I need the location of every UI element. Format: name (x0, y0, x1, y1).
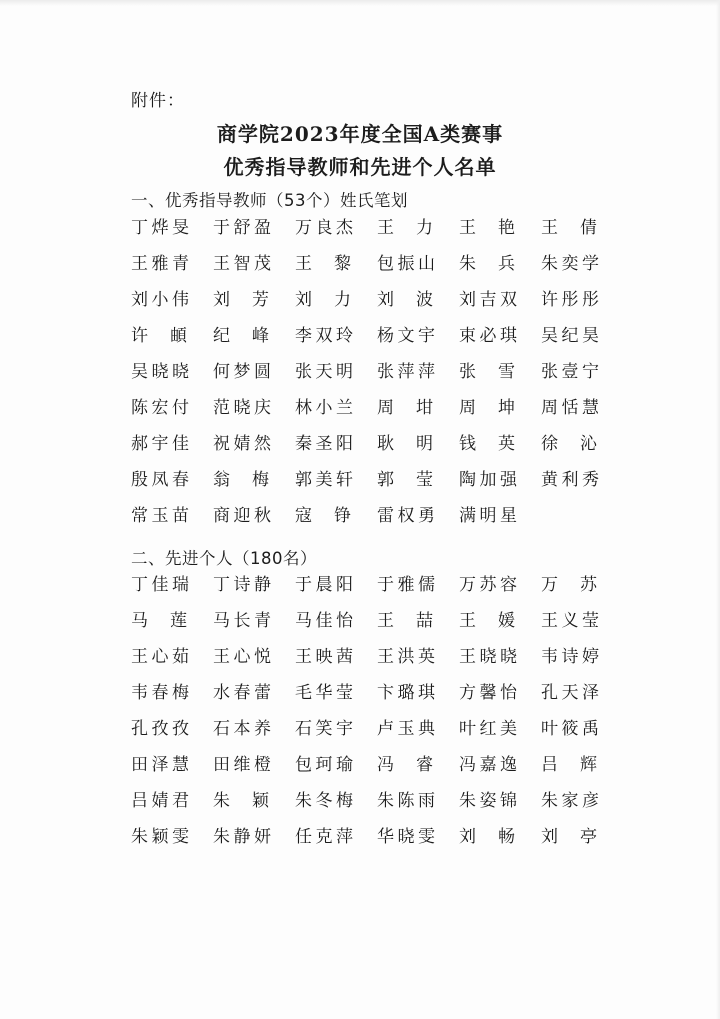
section2-person-name: 吕婧君 (131, 791, 189, 811)
section2-person-name: 万苏容 (459, 575, 517, 595)
section2-person-name: 王洪英 (377, 647, 435, 667)
section1-person-name: 于舒盈 (213, 218, 271, 238)
section1-person-name: 商迎秋 (213, 506, 271, 526)
section1-person-name: 王力 (377, 218, 433, 238)
section2-person-name: 包珂瑜 (295, 755, 353, 775)
section2-person-name: 石本养 (213, 719, 271, 739)
section1-person-name: 范晓庆 (213, 398, 271, 418)
section1-person-name: 刘芳 (213, 290, 269, 310)
section1-person-name: 张萍萍 (377, 362, 435, 382)
section1-person-name: 耿明 (377, 434, 433, 454)
section2-person-name: 朱家彦 (541, 791, 599, 811)
section2-person-name: 田泽慧 (131, 755, 189, 775)
section1-name-grid (131, 215, 611, 539)
section2-person-name: 马长青 (213, 611, 271, 631)
section2-person-name: 孔孜孜 (131, 719, 189, 739)
section2-person-name: 王映茜 (295, 647, 353, 667)
section2-person-name: 方馨怡 (459, 683, 517, 703)
section1-person-name: 周坤 (459, 398, 515, 418)
section2-person-name: 丁佳瑞 (131, 575, 189, 595)
section2-person-name: 石笑宇 (295, 719, 353, 739)
section1-person-name: 许頔 (131, 326, 187, 346)
section2-person-name: 王晓晓 (459, 647, 517, 667)
section1-person-name: 朱兵 (459, 254, 515, 274)
section1-person-name: 王雅青 (131, 254, 189, 274)
section2-person-name: 朱颖雯 (131, 827, 189, 847)
section2-person-name: 卞璐琪 (377, 683, 435, 703)
section1-person-name: 林小兰 (295, 398, 353, 418)
attachment-label: 附件： (131, 91, 185, 111)
section1-person-name: 陈宏付 (131, 398, 189, 418)
section2-person-name: 丁诗静 (213, 575, 271, 595)
section1-person-name: 雷权勇 (377, 506, 435, 526)
section1-person-name: 张壹宁 (541, 362, 599, 382)
section1-person-name: 刘吉双 (459, 290, 517, 310)
section2-person-name: 田维橙 (213, 755, 271, 775)
section1-person-name: 黄利秀 (541, 470, 599, 490)
section2-person-name: 卢玉典 (377, 719, 435, 739)
section2-person-name: 冯嘉逸 (459, 755, 517, 775)
section2-person-name: 王义莹 (541, 611, 599, 631)
section2-person-name: 刘亭 (541, 827, 597, 847)
section1-person-name: 寇铮 (295, 506, 351, 526)
section1-person-name: 许彤彤 (541, 290, 599, 310)
section2-person-name: 朱静妍 (213, 827, 271, 847)
section2-person-name: 马莲 (131, 611, 187, 631)
section1-person-name: 徐沁 (541, 434, 597, 454)
section2-person-name: 叶筱禹 (541, 719, 599, 739)
section2-person-name: 韦诗婷 (541, 647, 599, 667)
section2-person-name: 王心茹 (131, 647, 189, 667)
section1-person-name: 郝宇佳 (131, 434, 189, 454)
section1-person-name: 周恬慧 (541, 398, 599, 418)
section1-person-name: 吴晓晓 (131, 362, 189, 382)
section1-person-name: 翁梅 (213, 470, 269, 490)
section2-person-name: 叶红美 (459, 719, 517, 739)
section2-person-name: 马佳怡 (295, 611, 353, 631)
section2-person-name: 于雅儒 (377, 575, 435, 595)
scan-top-edge (0, 0, 720, 6)
section2-person-name: 刘畅 (459, 827, 515, 847)
section1-person-name: 王智茂 (213, 254, 271, 274)
section1-person-name: 包振山 (377, 254, 435, 274)
section1-person-name: 纪峰 (213, 326, 269, 346)
section2-person-name: 王心悦 (213, 647, 271, 667)
section2-person-name: 冯睿 (377, 755, 433, 775)
section2-person-name: 于晨阳 (295, 575, 353, 595)
document-title-line2: 优秀指导教师和先进个人名单 (223, 155, 497, 179)
section1-person-name: 吴纪昊 (541, 326, 599, 346)
section1-person-name: 周坩 (377, 398, 433, 418)
section1-person-name: 丁烨旻 (131, 218, 189, 238)
section1-person-name: 张天明 (295, 362, 353, 382)
section2-person-name: 朱姿锦 (459, 791, 517, 811)
section2-heading: 二、先进个人（180名） (131, 549, 317, 568)
section2-person-name: 吕辉 (541, 755, 597, 775)
section1-person-name: 祝婧然 (213, 434, 271, 454)
section1-person-name: 杨文宇 (377, 326, 435, 346)
section2-person-name: 王喆 (377, 611, 433, 631)
section1-person-name: 刘力 (295, 290, 351, 310)
section1-person-name: 郭美轩 (295, 470, 353, 490)
section1-person-name: 张雪 (459, 362, 515, 382)
section1-person-name: 满明星 (459, 506, 517, 526)
section1-person-name: 何梦圆 (213, 362, 271, 382)
section1-person-name: 李双玲 (295, 326, 353, 346)
section1-person-name: 束必琪 (459, 326, 517, 346)
section2-person-name: 朱冬梅 (295, 791, 353, 811)
section1-person-name: 刘波 (377, 290, 433, 310)
document-title-line1: 商学院2023年度全国A类赛事 (216, 122, 504, 146)
section2-person-name: 王媛 (459, 611, 515, 631)
section1-person-name: 郭莹 (377, 470, 433, 490)
section2-person-name: 孔天泽 (541, 683, 599, 703)
section1-person-name: 王倩 (541, 218, 597, 238)
section1-person-name: 朱奕学 (541, 254, 599, 274)
section1-person-name: 秦圣阳 (295, 434, 353, 454)
section2-person-name: 毛华莹 (295, 683, 353, 703)
section1-person-name: 王黎 (295, 254, 351, 274)
section1-person-name: 王艳 (459, 218, 515, 238)
section2-person-name: 万苏 (541, 575, 597, 595)
section1-person-name: 陶加强 (459, 470, 517, 490)
section1-person-name: 钱英 (459, 434, 515, 454)
section2-person-name: 水春蕾 (213, 683, 271, 703)
section1-person-name: 殷凤春 (131, 470, 189, 490)
section2-person-name: 任克萍 (295, 827, 353, 847)
section1-person-name: 万良杰 (295, 218, 353, 238)
section2-person-name: 朱颖 (213, 791, 269, 811)
section1-person-name: 常玉苗 (131, 506, 189, 526)
section1-heading: 一、优秀指导教师（53个）姓氏笔划 (131, 191, 408, 210)
section2-name-grid (131, 572, 611, 860)
section2-person-name: 华晓雯 (377, 827, 435, 847)
section1-person-name: 刘小伟 (131, 290, 189, 310)
section2-person-name: 韦春梅 (131, 683, 189, 703)
section2-person-name: 朱陈雨 (377, 791, 435, 811)
